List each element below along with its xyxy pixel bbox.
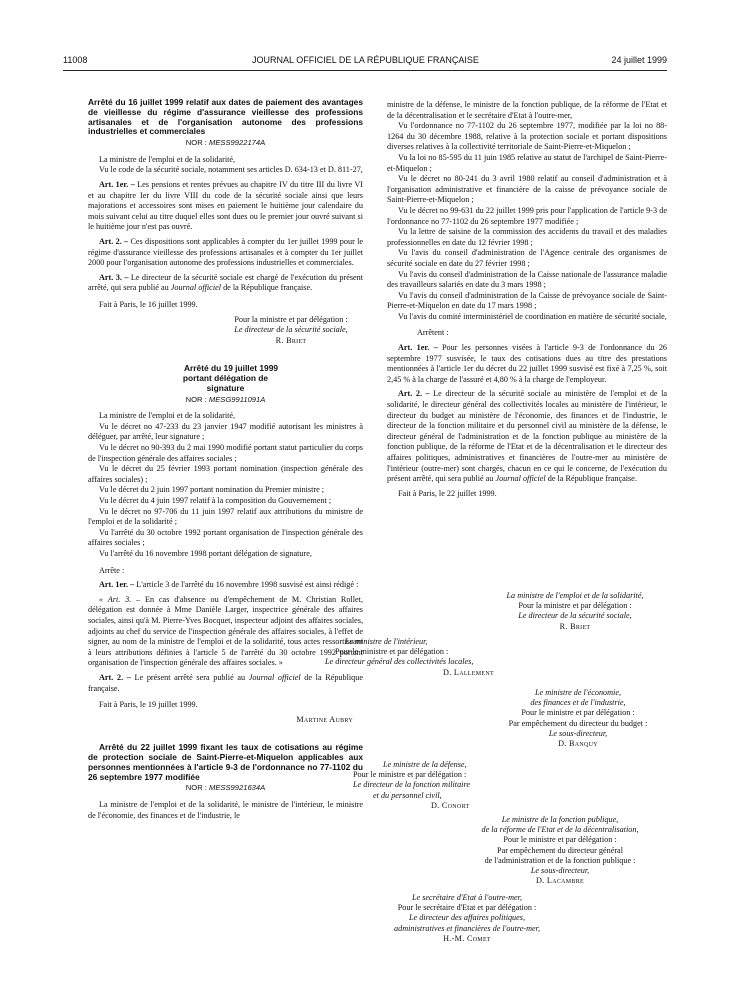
arrete-3-nor: NOR : MESS9921634A [185, 783, 266, 793]
header-rule [63, 70, 667, 71]
signature-economie: Le ministre de l'économie, des finances et de l'industrie, Pour le ministre et par délégation : Par empêchement du directeur du budget : Le sous-directeur, D. Banquy [508, 688, 648, 749]
arrete-2-vu: Vu l'arrêté du 30 octobre 1992 portant organisation de l'inspection générale des affaires sociales ; [88, 527, 363, 548]
arrete-1-signature: Pour la ministre et par délégation : Le directeur de la sécurité sociale, R. Briet [234, 314, 348, 345]
arrete-3-vu: Vu l'avis du conseil d'administration de la Caisse de prévoyance sociale de Saint-Pierre-et-Miquelon en date du 17 mars 1998 ; [387, 290, 667, 311]
signature-outre-mer: Le secrétaire d'Etat à l'outre-mer, Pour le secrétaire d'Etat et par délégation : Le directeur des affaires politiques, administratives et financières de l'outre-mer, H.-M. Comet [394, 893, 540, 943]
arrete-2-vu: Vu le décret no 90-393 du 2 mai 1990 modifié portant statut particulier du corps de l'inspection générale des affaires sociales ; [88, 443, 363, 463]
issue-date: 24 juillet 1999 [611, 55, 667, 65]
arrete-3-vu: Vu le décret no 99-631 du 22 juillet 1999 pris pour l'application de l'article 9-3 de l'ordonnance no 77-1102 du 26 septembre 1977 modifiée ; [387, 205, 667, 226]
arrete-3-vu: Vu la loi no 85-595 du 11 juin 1985 relative au statut de l'archipel de Saint-Pierre-et-Miquelon ; [387, 152, 667, 173]
arrete-3-fait: Fait à Paris, le 22 juillet 1999. [398, 488, 497, 498]
arrete-2-signature: Martine Aubry [296, 714, 353, 724]
page-header [0, 55, 731, 69]
arrete-2-title: Arrêté du 19 juillet 1999 portant délégation de signature [182, 363, 279, 393]
signature-defense: Le ministre de la défense, Pour le ministre et par délégation : Le directeur de la fonction militaire et du personnel civil, D. Conort [353, 760, 470, 810]
arrete-3-vu: Vu la lettre de saisine de la commission des accidents du travail et des maladies professionnelles en date du 12 février 1998 ; [387, 227, 667, 247]
arrete-2-art1: Art. 1er. – L'article 3 de l'arrêté du 16 novembre 1998 susvisé est ainsi rédigé : [99, 580, 359, 590]
left-column [88, 98, 363, 821]
arrete-1-preamble: La ministre de l'emploi et de la solidarité, [99, 154, 236, 164]
signature-fonction-publique: Le ministre de la fonction publique, de la réforme de l'Etat et de la décentralisation, Pour le ministre et par délégation : Par empêchement du directeur général de l'administration et de la fonction publique : Le sous-directeur, D. Lacambre [481, 815, 639, 886]
arrete-2-preamble: La ministre de l'emploi et de la solidarité, [99, 411, 236, 421]
arrete-3-vu: Vu l'avis du conseil d'administration de la Caisse nationale de l'assurance maladie des travailleurs salariés en date du 3 mars 1998 ; [387, 269, 667, 290]
arrete-3-intro-part1: La ministre de l'emploi et de la solidarité, le ministre de l'intérieur, le ministre de l'économie, des finances et de l'industrie, le [88, 800, 363, 820]
page-number: 11008 [63, 55, 88, 65]
arrete-2-nor: NOR : MESG9911091A [185, 394, 266, 404]
journal-title: JOURNAL OFFICIEL DE LA RÉPUBLIQUE FRANÇAISE [252, 55, 479, 65]
arrete-1-vu: Vu le code de la sécurité sociale, notamment ses articles D. 634-13 et D. 811-27, [99, 165, 363, 175]
arrete-1-title: Arrêté du 16 juillet 1999 relatif aux dates de paiement des avantages de vieillesse du régime d'assurance vieillesse des professions artisanales et de l'organisation autonome des professions industrielles et commerciales [88, 97, 363, 137]
arrete-3-vu: Vu l'ordonnance no 77-1102 du 26 septembre 1977, modifiée par la loi no 88-1264 du 30 décembre 1988, relative à la protection sociale et portant dispositions diverses relatives à la collectivité territoriale de Saint-Pierre-et-Miquelon ; [387, 121, 667, 152]
arrete-2-vu: Vu le décret du 2 juin 1997 portant nomination du Premier ministre ; [99, 485, 325, 495]
signature-interieur: Le ministre de l'intérieur, Pour le ministre et par délégation : Le directeur général des collectivités locales, D. Lallement [325, 637, 494, 677]
arrete-3-arretent: Arrêtent : [417, 328, 449, 338]
arrete-2-vu: Vu le décret du 4 juin 1997 relatif à la composition du Gouvernement ; [99, 496, 332, 506]
arrete-3-art2: Art. 2. – Le directeur de la sécurité sociale au ministère de l'emploi et de la solidarité, le directeur général des collectivités locales au ministère de l'intérieur, le directeur du budget au ministère de l'économie, des finances et de l'industrie, le directeur de la fonction militaire et du personnel civil au ministère de la défense, le directeur général de l'administration et de la fonction publique au ministère de la fonction publique, de la réforme de l'Etat et de la décentralisation et le directeur des affaires politiques, administratives et financières de l'outre-mer au ministère de l'intérieur (outre-mer) sont chargés, chacun en ce qui le concerne, de l'exécution du présent arrêté, qui sera publié au Journal officiel de la République française. [387, 389, 668, 484]
arrete-3-vu: Vu le décret no 80-241 du 3 avril 1980 relatif au conseil d'administration et à l'organisation administrative et financière de la caisse de prévoyance sociale de Saint-Pierre-et-Miquelon ; [387, 174, 667, 205]
signature-emploi: La ministre de l'emploi et de la solidarité, Pour la ministre et par délégation : Le directeur de la sécurité sociale, R. Briet [506, 591, 644, 631]
arrete-2-vu: Vu le décret du 25 février 1993 portant nomination (inspection générale des affaires sociales) ; [88, 464, 363, 484]
arrete-2-art2: Art. 2. – Le présent arrêté sera publié au Journal officiel de la République française. [88, 672, 363, 693]
arrete-2-quote: « Art. 3. – En cas d'absence ou d'empêchement de M. Christian Rollet, délégation est donnée à Mme Danièle Larger, inspectrice générale des affaires sociales, ainsi qu'à M. Pierre-Yves Bocquet, inspecteur adjoint des affaires sociales, adjoints au chef du service de l'inspection générale des affaires sociales, à l'effet de signer, au nom de la ministre de l'emploi et de la solidarité, tous actes ressortissant à leurs attributions définies à l'article 5 de l'arrêté du 30 octobre 1992 portant organisation de l'inspection générale des affaires sociales. » [88, 594, 363, 668]
arrete-3-vu: Vu l'avis du conseil d'administration de l'Agence centrale des organismes de sécurité sociale en date du 27 février 1998 ; [387, 248, 667, 268]
arrete-3-art1: Art. 1er. – Pour les personnes visées à l'article 9-3 de l'ordonnance du 26 septembre 1977 susvisée, le taux des cotisations dues au titre des prestations mentionnées à l'article 1er du décret du 22 juillet 1999 susvisé est fixé à 7,25 %, soit 2,45 % à la charge de l'assuré et 4,80 % à la charge de l'employeur. [387, 343, 668, 384]
arrete-1-art3: Art. 3. – Le directeur de la sécurité sociale est chargé de l'exécution du présent arrêté, qui sera publié au Journal officiel de la République française. [88, 272, 364, 293]
arrete-3-title: Arrêté du 22 juillet 1999 fixant les taux de cotisations au régime de protection sociale de Saint-Pierre-et-Miquelon applicables aux personnes mentionnées à l'article 9-3 de l'ordonnance no 77-1102 du 26 septembre 1977 modifiée [88, 742, 363, 782]
arrete-1-nor: NOR : MESS9922174A [185, 138, 266, 148]
arrete-2-vu: Vu le décret no 97-706 du 11 juin 1997 relatif aux attributions du ministre de l'emploi et de la solidarité ; [88, 506, 363, 527]
right-column [387, 100, 667, 499]
arrete-3-vu: Vu l'avis du comité interministériel de coordination en matière de sécurité sociale, [398, 311, 667, 321]
arrete-2-fait: Fait à Paris, le 19 juillet 1999. [99, 700, 198, 710]
arrete-1-fait: Fait à Paris, le 16 juillet 1999. [99, 299, 198, 309]
arrete-1-art1: Art. 1er. – Les pensions et rentes prévues au chapitre IV du titre III du livre VI et au chapitre Ier du livre VIII du code de la sécurité sociale ainsi que leurs majorations et accessoires sont mises en paiement le huitième jour calendaire du mois suivant celui au titre duquel elles sont dues ou le premier jour ouvré suivant si le huitième jour n'est pas ouvré. [88, 179, 364, 232]
arrete-2-vu: Vu le décret no 47-233 du 23 janvier 1947 modifié autorisant les ministres à déléguer, par arrêté, leur signature ; [88, 421, 363, 442]
arrete-2-arrete: Arrête : [99, 565, 125, 575]
arrete-1-art2: Art. 2. – Ces dispositions sont applicables à compter du 1er juillet 1999 pour le régime d'assurance vieillesse des professions artisanales et à compter du 1er juillet 2000 pour l'organisation autonome des professions industrielles et commerciales. [88, 236, 363, 268]
arrete-3-intro-part2: ministre de la défense, le ministre de la fonction publique, de la réforme de l'Etat et de la décentralisation et le secrétaire d'Etat à l'outre-mer, [387, 100, 667, 120]
arrete-2-vu: Vu l'arrêté du 16 novembre 1998 portant délégation de signature, [99, 548, 312, 558]
